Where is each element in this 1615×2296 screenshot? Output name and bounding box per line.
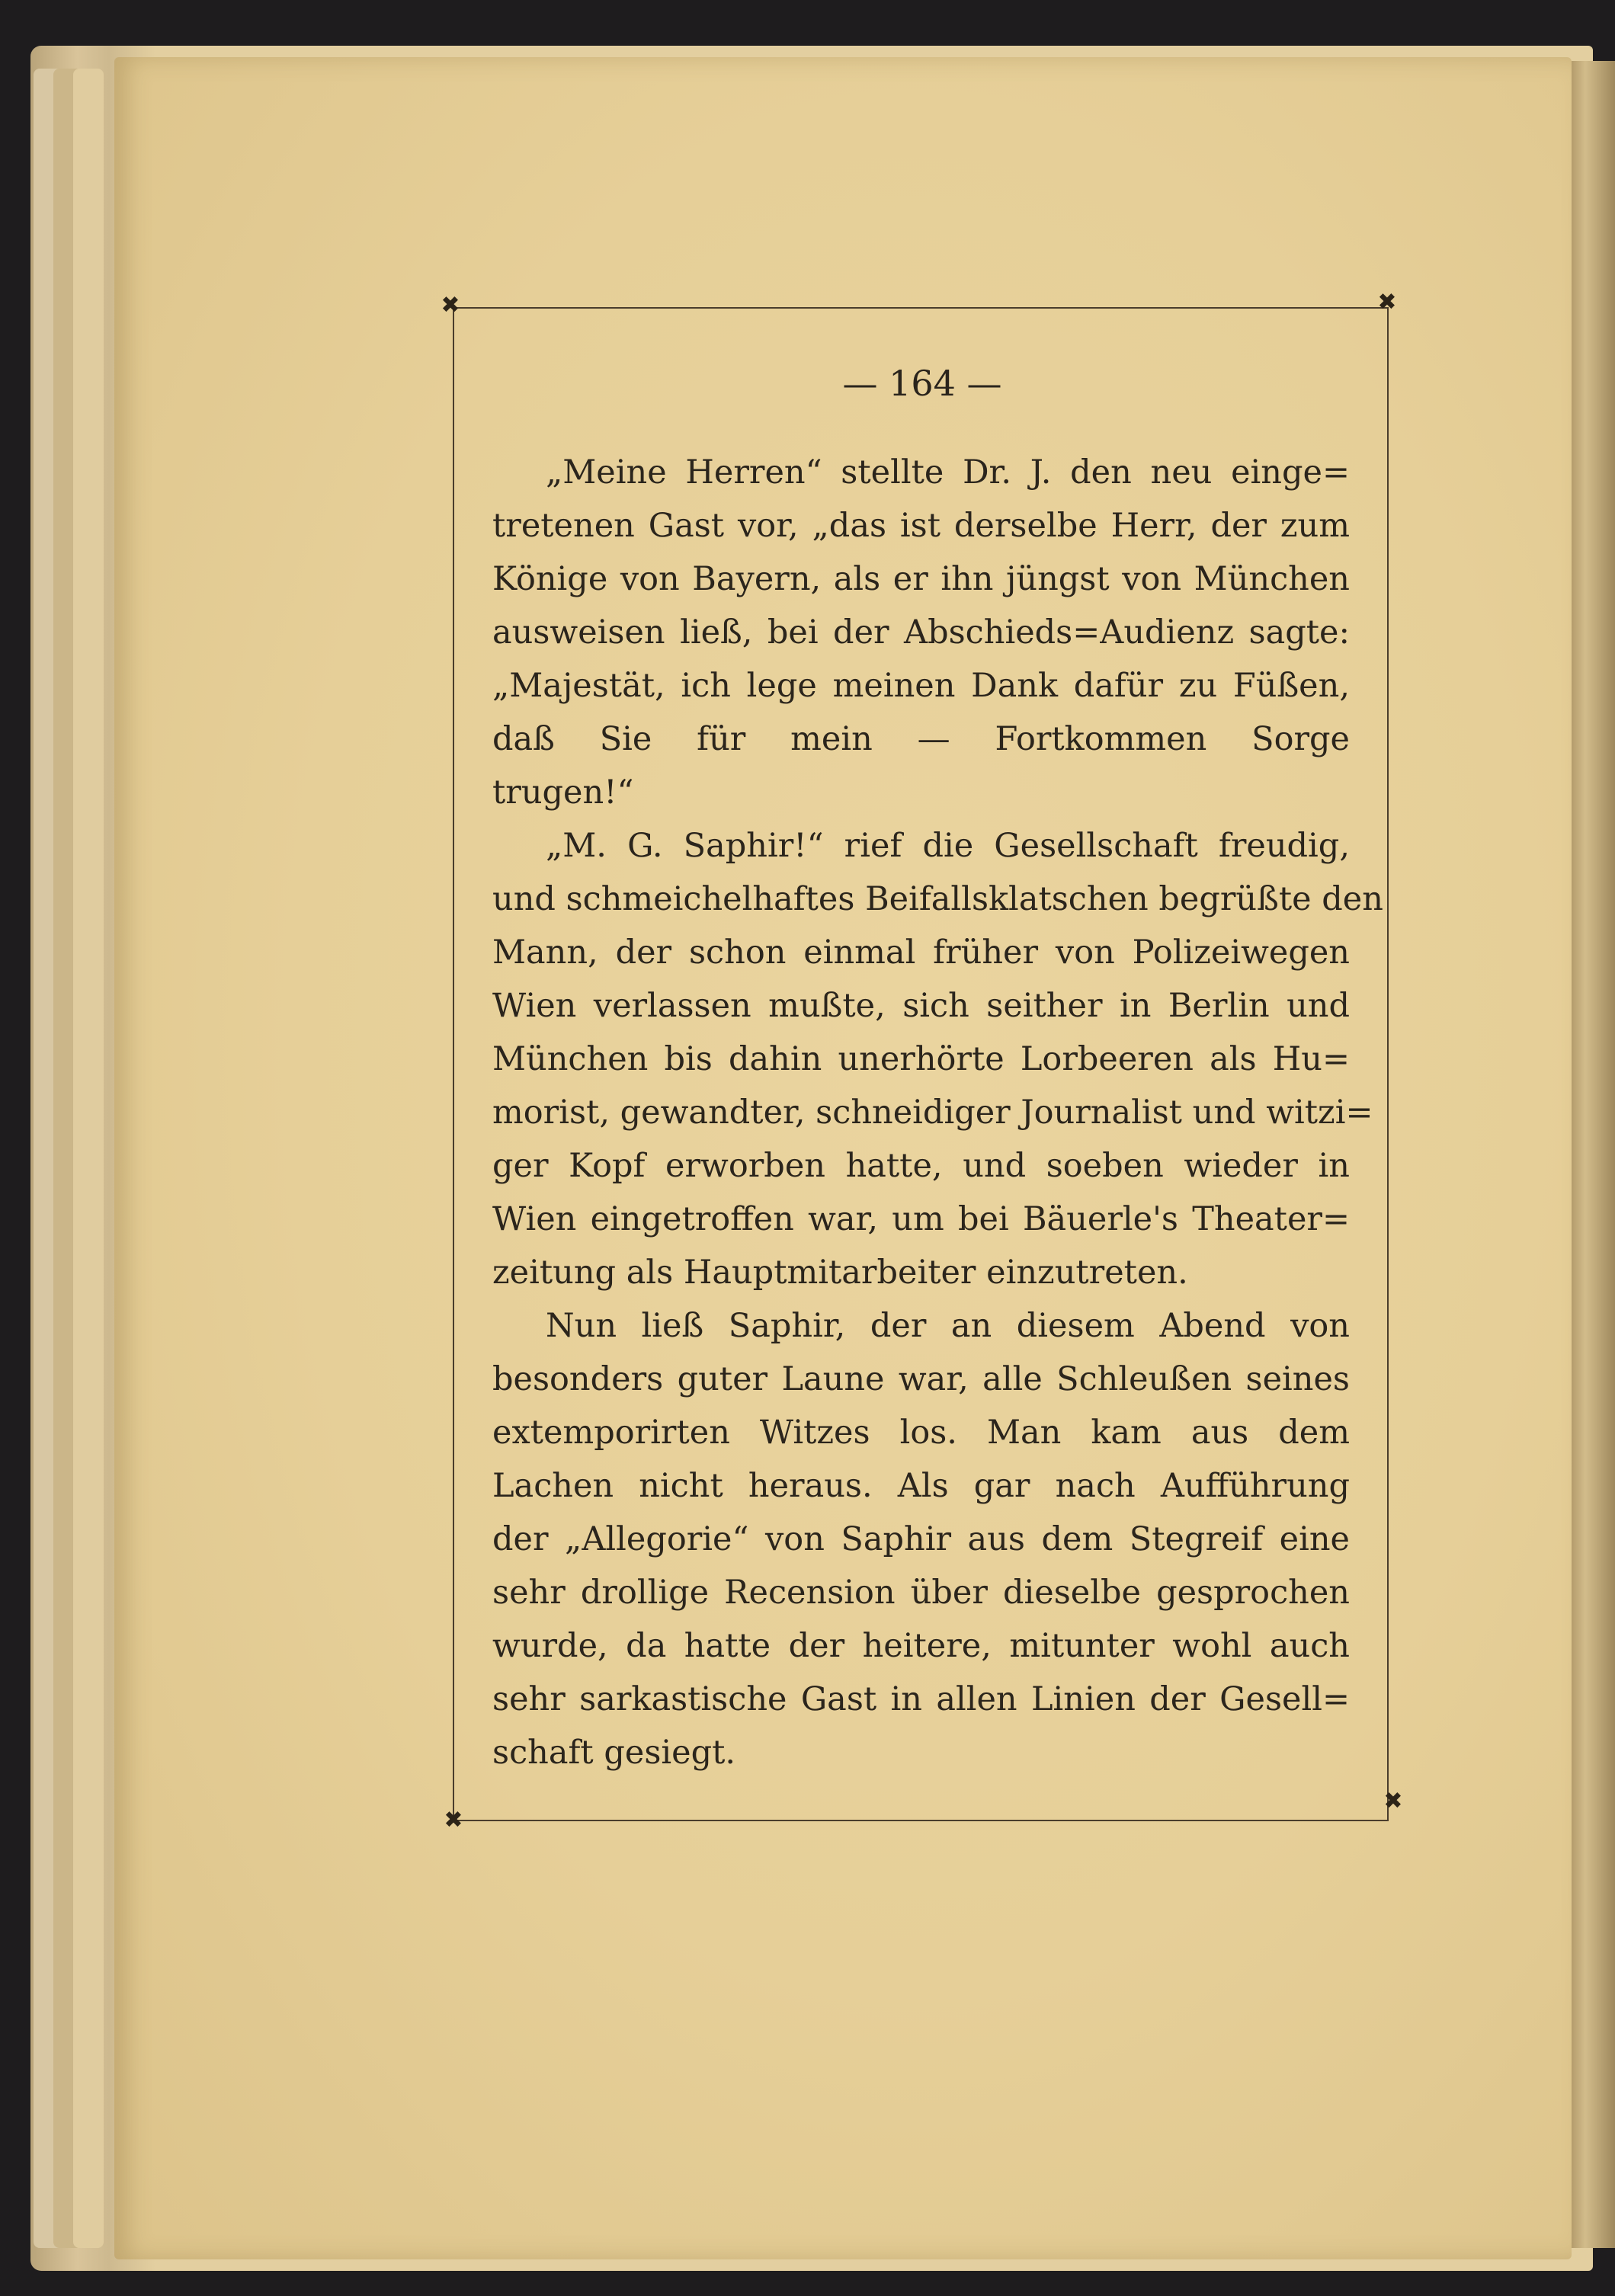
text-line: der „Allegorie“ von Saphir aus dem Stegreif eine [492, 1520, 1350, 1558]
text-line: zeitung als Hauptmitarbeiter einzutreten. [492, 1254, 1188, 1292]
corner-cross-ornament-icon: ✖ [1383, 1788, 1403, 1814]
text-line: besonders guter Laune war, alle Schleußen seines [492, 1360, 1350, 1398]
text-line: tretenen Gast vor, „das ist derselbe Herr, der zum [492, 507, 1350, 545]
text-line: Nun ließ Saphir, der an diesem Abend von [546, 1307, 1350, 1345]
text-line: Wien eingetroffen war, um bei Bäuerle's Theater= [492, 1200, 1350, 1238]
facing-page-edge [1572, 61, 1615, 2248]
text-line: trugen!“ [492, 773, 634, 812]
paragraph [492, 1299, 1350, 1779]
text-line: daß Sie für mein — Fortkommen Sorge [492, 720, 1350, 758]
page-number: — 164 — [842, 363, 1002, 404]
text-line: München bis dahin unerhörte Lorbeeren als Hu= [492, 1040, 1350, 1078]
frame-bottom-rule [453, 1820, 1389, 1821]
text-line: Mann, der schon einmal früher von Polizeiwegen [492, 933, 1350, 972]
text-line: Könige von Bayern, als er ihn jüngst von München [492, 560, 1350, 598]
text-line: und schmeichelhaftes Beifallsklatschen begrüßte den [492, 880, 1383, 918]
text-line: extemporirten Witzes los. Man kam aus dem [492, 1414, 1350, 1452]
corner-cross-ornament-icon: ✖ [441, 292, 460, 319]
frame-top-rule [453, 307, 1389, 309]
text-line: schaft gesiegt. [492, 1734, 736, 1772]
corner-cross-ornament-icon: ✖ [1377, 289, 1397, 315]
text-line: morist, gewandter, schneidiger Journalist und witzi= [492, 1094, 1373, 1132]
text-line: ger Kopf erworben hatte, und soeben wieder in [492, 1147, 1350, 1185]
corner-cross-ornament-icon: ✖ [444, 1807, 463, 1833]
body-text [492, 446, 1383, 1779]
page-edge [73, 69, 104, 2248]
text-line: Lachen nicht heraus. Als gar nach Aufführung [492, 1467, 1350, 1505]
paragraph [492, 819, 1383, 1299]
paragraph [492, 446, 1350, 819]
text-line: wurde, da hatte der heitere, mitunter wohl auch [492, 1627, 1350, 1665]
text-line: „Majestät, ich lege meinen Dank dafür zu Füßen, [492, 667, 1350, 705]
text-line: Wien verlassen mußte, sich seither in Berlin und [492, 987, 1350, 1025]
text-line: „M. G. Saphir!“ rief die Gesellschaft freudig, [546, 827, 1350, 865]
text-line: sehr sarkastische Gast in allen Linien der Gesell= [492, 1680, 1350, 1718]
text-line: ausweisen ließ, bei der Abschieds=Audienz sagte: [492, 613, 1350, 652]
text-line: sehr drollige Recension über dieselbe gesprochen [492, 1574, 1350, 1612]
text-line: „Meine Herren“ stellte Dr. J. den neu einge= [546, 453, 1350, 492]
